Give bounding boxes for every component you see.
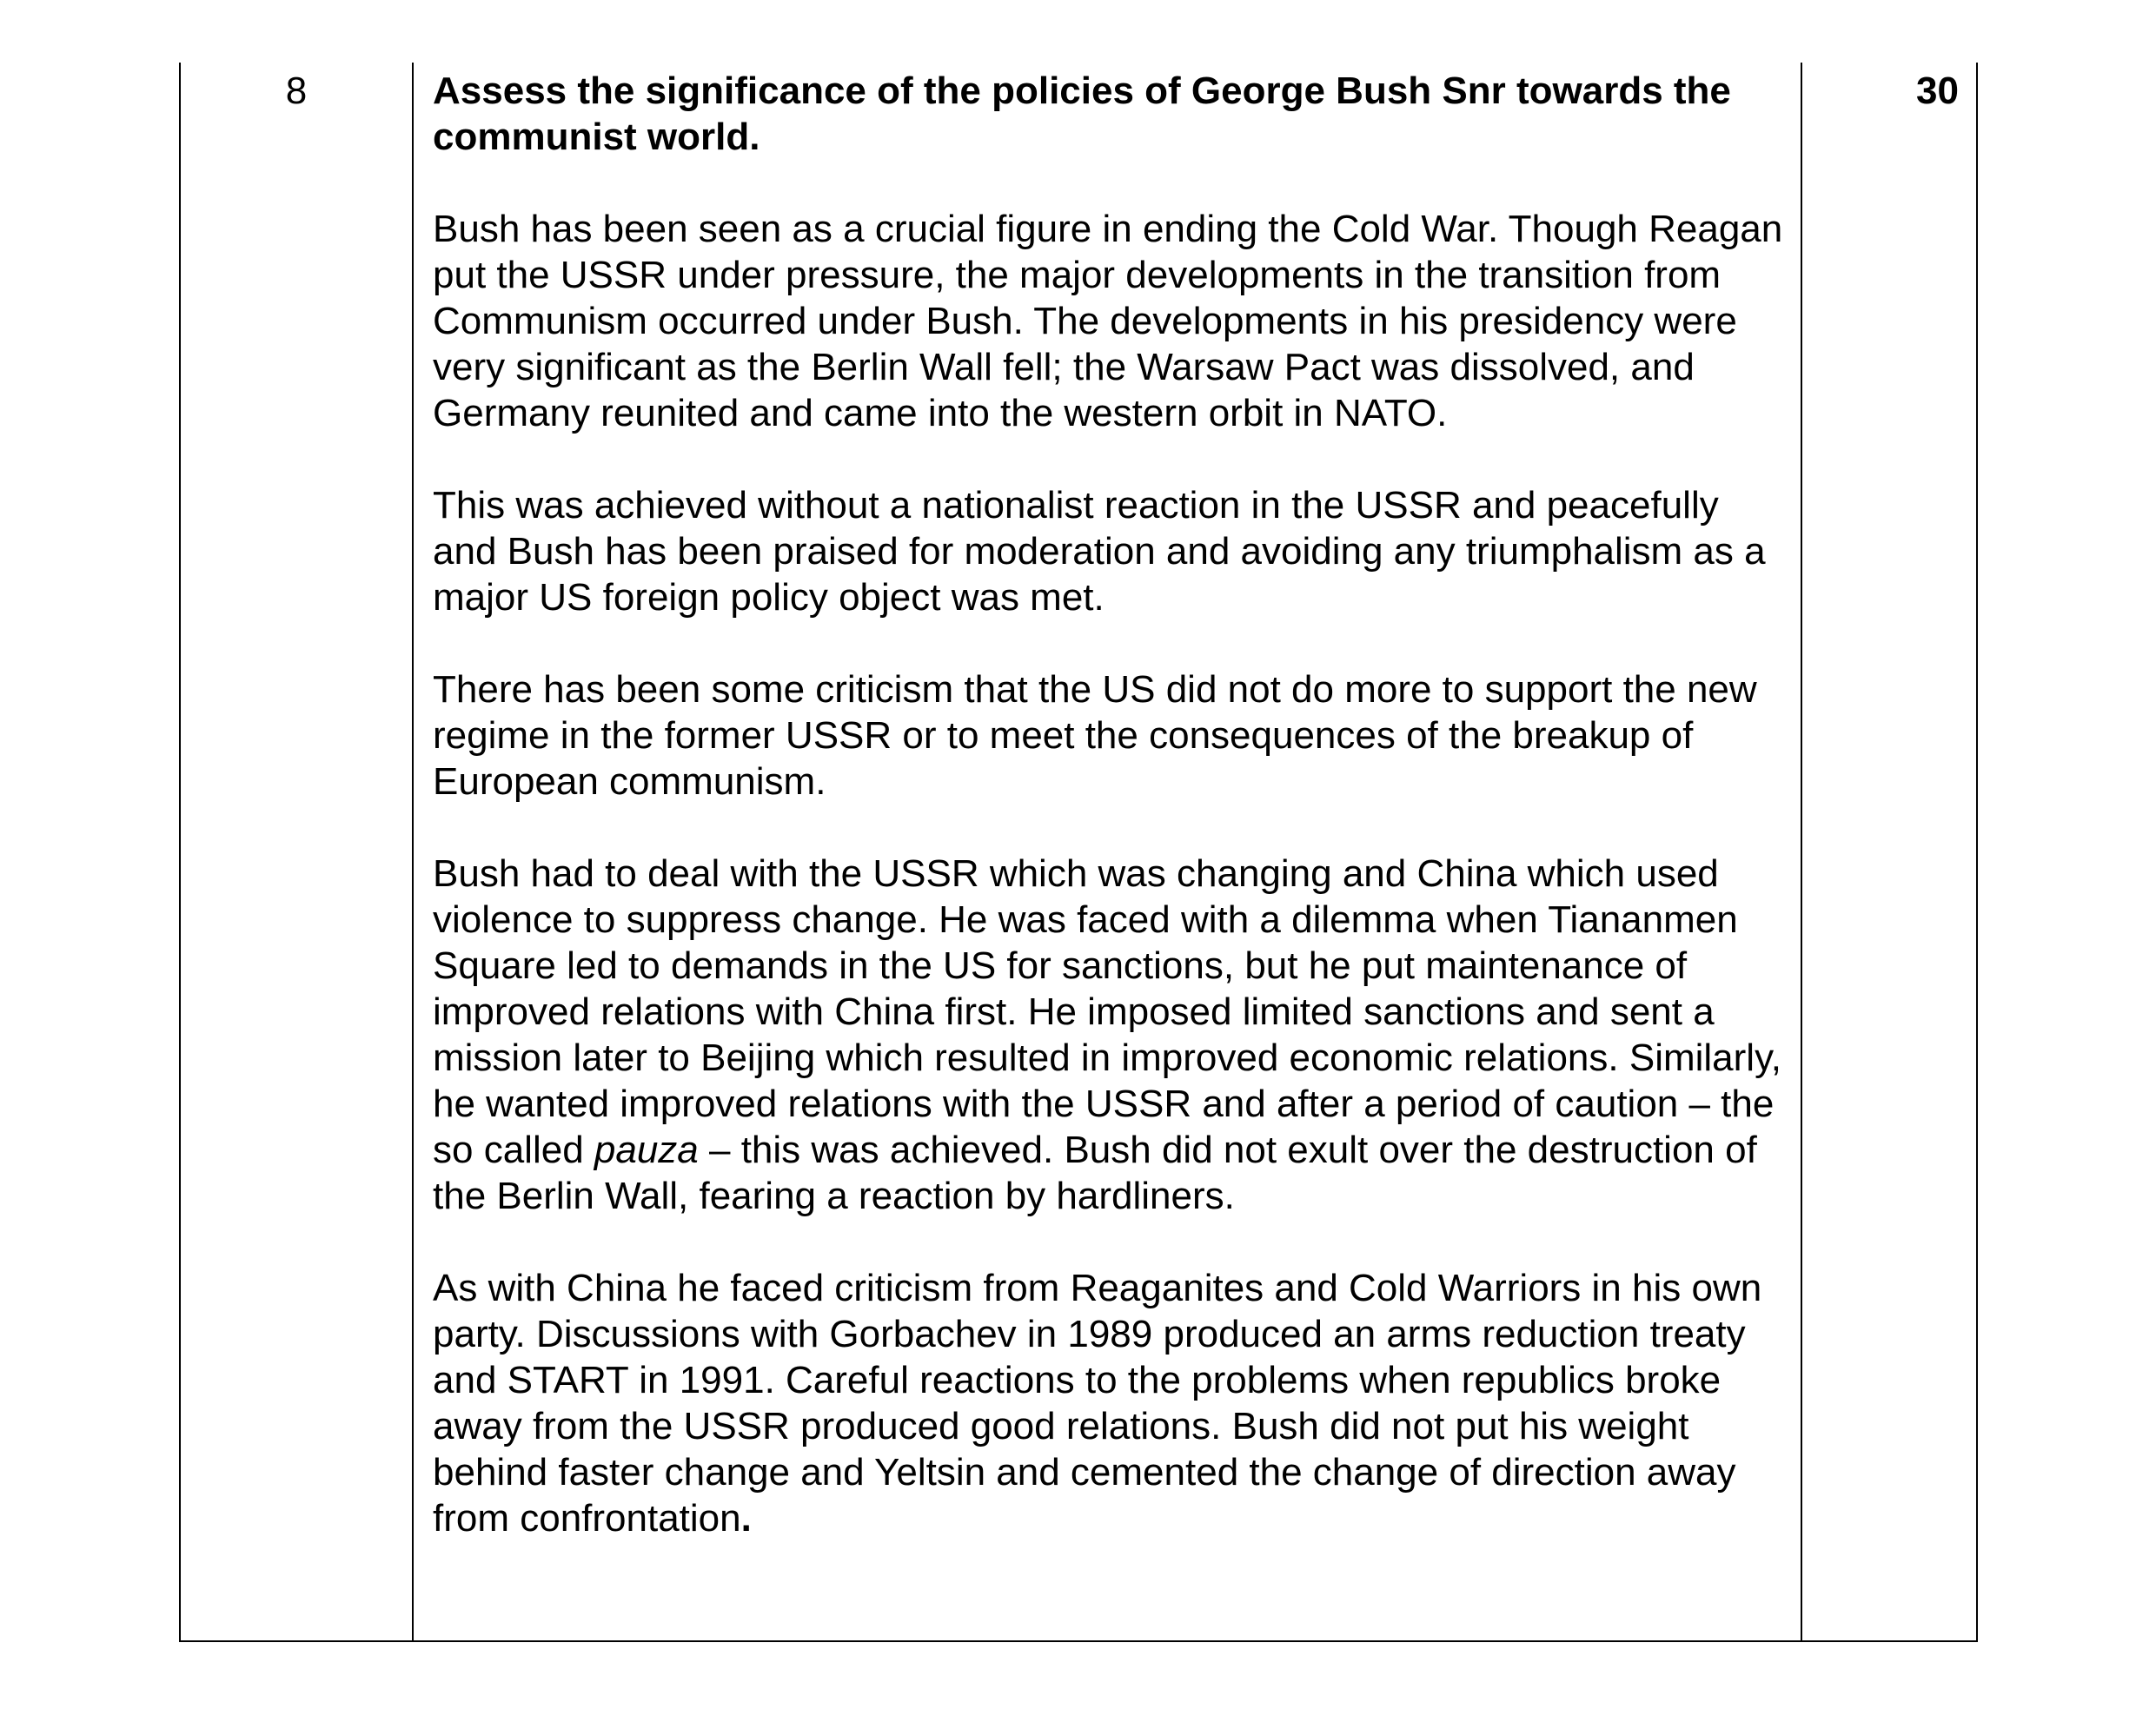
question-number: 8 <box>285 70 308 112</box>
answer-paragraph: There has been some criticism that the US did not do more to support the new regime in the former USSR or to meet the consequences of the breakup of European communism. <box>433 668 1757 803</box>
column-divider <box>412 63 414 1640</box>
question-content <box>433 68 1788 1541</box>
answer-paragraph: Bush has been seen as a crucial figure in ending the Cold War. Though Reagan put the USSR under pressure, the major developments in the transition from Communism occurred under Bush. The developments in his presidency were very significant as the Berlin Wall fell; the Warsaw Pact was dissolved, and Germany reunited and came into the western orbit in NATO. <box>433 208 1783 434</box>
bold-period: . <box>740 1497 752 1540</box>
answer-paragraph <box>433 1265 1788 1541</box>
mark-scheme-table <box>179 63 1978 1642</box>
question-title: Assess the significance of the policies of George Bush Snr towards the communist world. <box>433 70 1731 158</box>
answer-text: – this was achieved. Bush did not exult over the destruction of the Berlin Wall, fearing a reaction by hardliners. <box>433 1129 1757 1217</box>
question-marks: 30 <box>1916 70 1959 112</box>
italic-term: pauza <box>594 1129 699 1171</box>
column-divider <box>1801 63 1802 1640</box>
answer-text: As with China he faced criticism from Reaganites and Cold Warriors in his own party. Discussions with Gorbachev in 1989 produced an arms reduction treaty and START in 1991. Careful reactions to the problems when republics broke away from the USSR produced good relations. Bush did not put his weight behind faster change and Yeltsin and cemented the change of direction away from confrontation <box>433 1267 1762 1540</box>
answer-paragraph: This was achieved without a nationalist reaction in the USSR and peacefully and Bush has been praised for moderation and avoiding any triumphalism as a major US foreign policy object was met. <box>433 484 1766 619</box>
answer-paragraph <box>433 851 1788 1219</box>
answer-text: Bush had to deal with the USSR which was changing and China which used violence to suppress change. He was faced with a dilemma when Tiananmen Square led to demands in the US for sanctions, but he put maintenance of improved relations with China first. He imposed limited sanctions and sent a mission later to Beijing which resulted in improved economic relations. Similarly, he wanted improved relations with the USSR and after a period of caution – the so called <box>433 852 1782 1171</box>
